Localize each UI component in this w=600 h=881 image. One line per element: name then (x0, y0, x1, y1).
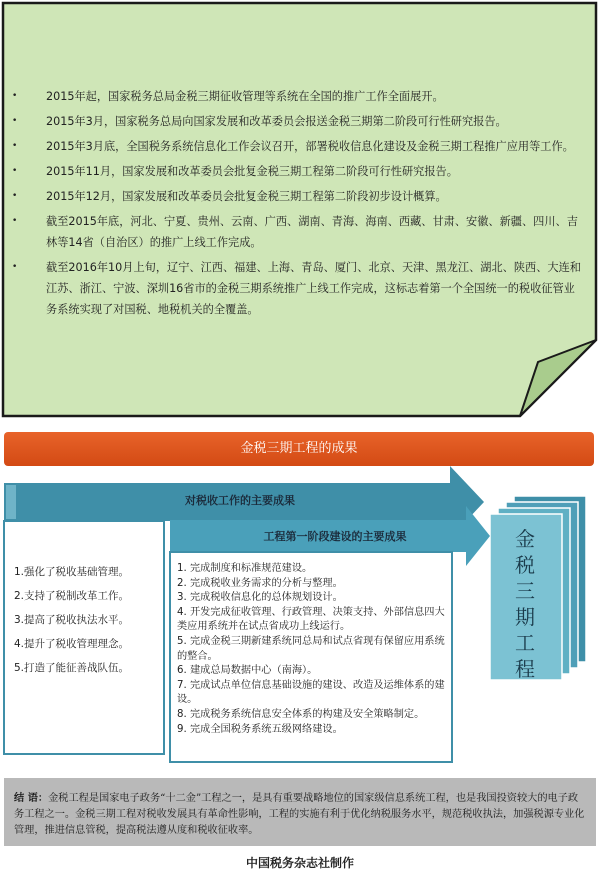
list-item: 8. 完成税务系统信息安全体系的构建及安全策略制定。 (177, 708, 425, 720)
list-item: 1. 完成制度和标准规范建设。 (177, 563, 313, 574)
timeline-text: 2015年3月，国家税务总局向国家发展和改革委员会报送金税三期第二阶段可行性研究报告。 (46, 115, 507, 128)
conclusion-label: 结 语： (14, 792, 49, 804)
list-item: 4.提升了税收管理理念。 (14, 638, 130, 650)
timeline-text: 截至2016年10月上旬，辽宁、江西、福建、上海、青岛、厦门、北京、天津、黑龙江、湖北、陕西、大连和江苏、浙江、宁波、深圳16省市的金税三期系统推广上线工作完成，这标志着第一个全国统一的税收征管业务系统实现了对国税、地税机关的全覆盖。 (46, 261, 581, 316)
conclusion-box (4, 778, 596, 846)
timeline-text: 2015年11月，国家发展和改革委员会批复金税三期工程第二阶段可行性研究报告。 (46, 165, 458, 178)
conclusion-paragraph (4, 778, 596, 839)
timeline-item (12, 86, 586, 107)
timeline-item (12, 211, 586, 253)
tax-results-list (14, 564, 164, 684)
stacked-pages-icon (490, 496, 586, 680)
bullet-icon: • (12, 141, 18, 151)
timeline-item (12, 136, 586, 157)
results-diagram (0, 466, 600, 766)
list-item: 1.强化了税收基础管理。 (14, 566, 130, 578)
timeline-item (12, 186, 586, 207)
bullet-icon: • (12, 191, 18, 201)
list-item: 4. 开发完成征收管理、行政管理、决策支持、外部信息四大类应用系统并在试点省成功上线运行。 (177, 606, 445, 633)
bullet-icon: • (12, 216, 18, 226)
timeline-text: 2015年12月，国家发展和改革委员会批复金税三期工程第二阶段初步设计概算。 (46, 190, 447, 203)
bullet-icon: • (12, 166, 18, 176)
results-banner: 金税三期工程的成果 (4, 432, 594, 466)
timeline-text: 截至2015年底，河北、宁夏、贵州、云南、广西、湖南、青海、海南、西藏、甘肃、安徽、新疆、四川、吉林等14省（自治区）的推广上线工作完成。 (46, 215, 578, 249)
list-item: 5.打造了能征善战队伍。 (14, 662, 130, 674)
list-item: 7. 完成试点单位信息基础设施的建设、改造及运维体系的建设。 (177, 679, 445, 706)
list-item: 2.支持了税制改革工作。 (14, 590, 130, 602)
timeline-note-card (0, 0, 600, 420)
list-item: 2. 完成税收业务需求的分析与整理。 (177, 577, 343, 589)
timeline-text: 2015年3月底，全国税务系统信息化工作会议召开，部署税收信息化建设及金税三期工程推广应用等工作。 (46, 140, 574, 153)
bullet-icon: • (12, 91, 18, 101)
bullet-icon: • (12, 116, 18, 126)
project-title: 金税三期工程 (515, 527, 535, 681)
timeline-item (12, 161, 586, 182)
timeline-item (12, 257, 586, 320)
publisher-credit: 中国税务杂志社制作 (245, 856, 354, 870)
conclusion-text: 金税工程是国家电子政务“十二金”工程之一，是具有重要战略地位的国家级信息系统工程，也是我国投资较大的电子政务工程之一。金税三期工程对税收发展具有革命性影响，工程的实施有利于优化纳税服务水平，规范税收执法，加强税源专业化管理，推进信息管税，提高税法遵从度和税收征收率。 (14, 793, 585, 836)
list-item: 6. 建成总局数据中心（南海）。 (177, 665, 318, 677)
bullet-icon: • (12, 262, 18, 272)
phase1-results-list (177, 562, 449, 737)
tax-results-header: 对税收工作的主要成果 (185, 494, 295, 507)
timeline-text: 2015年起，国家税务总局金税三期征收管理等系统在全国的推广工作全面展开。 (46, 90, 444, 103)
list-item: 3.提高了税收执法水平。 (14, 614, 130, 626)
list-item: 5. 完成金税三期新建系统同总局和试点省现有保留应用系统的整合。 (177, 635, 445, 662)
list-item: 9. 完成全国税务系统五级网络建设。 (177, 723, 343, 735)
list-item: 3. 完成税收信息化的总体规划设计。 (177, 592, 343, 604)
phase1-results-header: 工程第一阶段建设的主要成果 (263, 530, 407, 543)
timeline-list (12, 86, 586, 324)
timeline-item (12, 111, 586, 132)
